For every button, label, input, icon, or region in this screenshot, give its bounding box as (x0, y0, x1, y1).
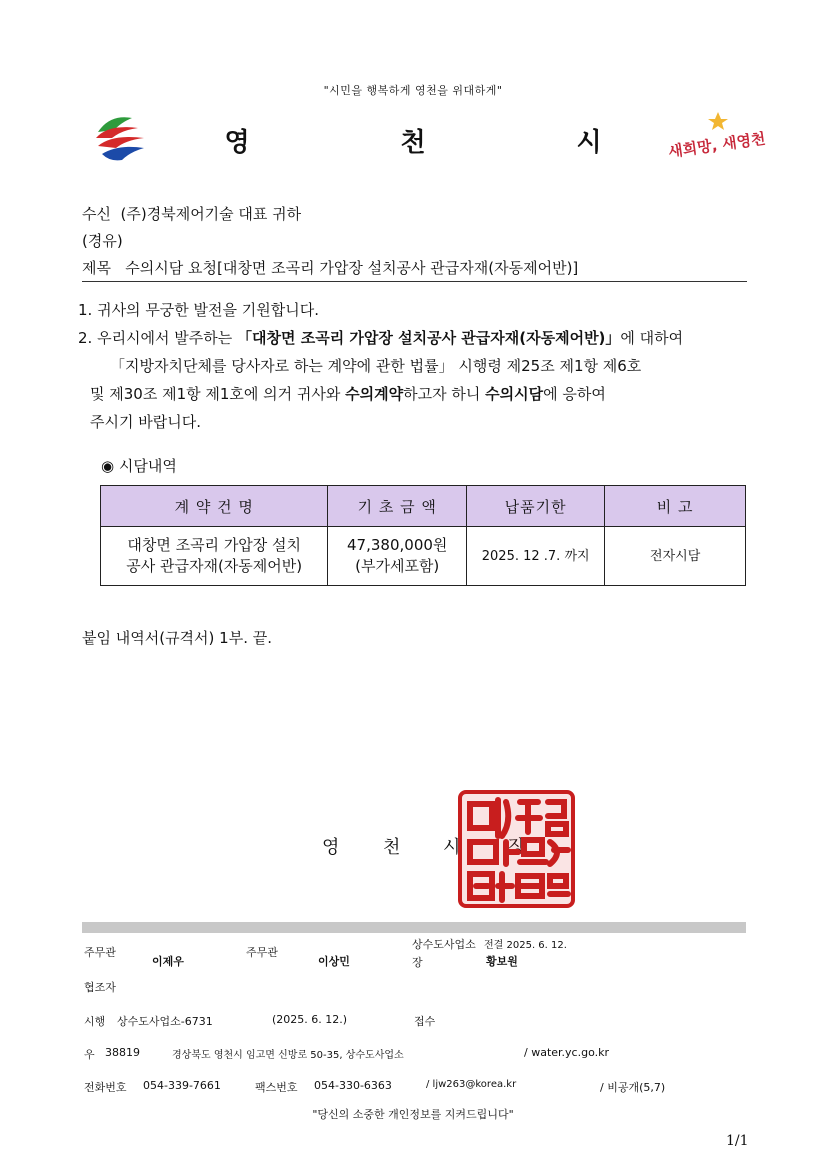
approval-note: 전결 2025. 6. 12. (484, 940, 567, 951)
attachment-line: 붙임 내역서(규격서) 1부. 끝. (82, 629, 272, 647)
mayor-char: 영 (322, 837, 340, 858)
base-amount-cell: 47,380,000원 (부가세포함) (328, 527, 467, 586)
city-title-char: 천 (400, 128, 426, 158)
receipt-label: 접수 (414, 1015, 436, 1028)
body-item-2: 2. 우리시에서 발주하는 「대창면 조곡리 가압장 설치공사 관급자재(자동제어반)」에 대하여 (78, 329, 684, 347)
table-header: 비 고 (605, 486, 746, 527)
body-item-1: 1. 귀사의 무궁한 발전을 기원합니다. (78, 301, 320, 319)
table-header-row (101, 486, 746, 527)
city-title-char: 영 (224, 128, 250, 158)
enforcement-label: 시행 (84, 1015, 106, 1028)
approver-3-role: 상수도사업소 (412, 938, 476, 951)
postal-label: 우 (84, 1048, 95, 1061)
email-link[interactable]: / ljw263@korea.kr (426, 1079, 517, 1090)
phone-label: 전화번호 (84, 1081, 127, 1094)
brand-slogan-text: 새희망, 새영천 (667, 129, 767, 161)
address: 경상북도 영천시 임고면 신방로 50-35, 상수도사업소 (172, 1050, 404, 1061)
recipient-value: (주)경북제어기술 대표 귀하 (120, 205, 302, 223)
official-seal-stamp (458, 790, 575, 908)
approver-1-name: 이제우 (152, 955, 184, 968)
website-link[interactable]: / water.yc.go.kr (524, 1046, 609, 1059)
body-item-2-line-2: 「지방자치단체를 당사자로 하는 계약에 관한 법률」 시행령 제25조 제1항 제6호 (110, 357, 642, 375)
enforcement-number: 상수도사업소-6731 (117, 1015, 213, 1028)
recipient-line (82, 203, 301, 224)
table-header: 기 초 금 액 (328, 486, 467, 527)
footer-divider-bar (82, 922, 746, 933)
delivery-deadline-cell: 2025. 12 .7. 까지 (467, 527, 605, 586)
mayor-char: 천 (383, 837, 401, 858)
mayor-char: 시 (443, 837, 461, 858)
body-item-2-line-4: 주시기 바랍니다. (90, 413, 201, 431)
approver-2-role: 주무관 (246, 946, 278, 959)
slogan: "시민을 행복하게 영천을 위대하게" (323, 84, 503, 97)
contract-name-cell: 대창면 조곡리 가압장 설치 공사 관급자재(자동제어반) (101, 527, 328, 586)
enforcement-date: (2025. 6. 12.) (272, 1013, 348, 1026)
subject-line (82, 257, 578, 278)
approver-2-name: 이상민 (318, 955, 350, 968)
disclosure-status: / 비공개(5,7) (600, 1081, 666, 1094)
table-header: 계 약 건 명 (101, 486, 328, 527)
letter-body (78, 296, 750, 436)
table-row (101, 527, 746, 586)
subject-value: 수의시담 요청[대창면 조곡리 가압장 설치공사 관급자재(자동제어반)] (125, 259, 579, 277)
recipient-label: 수신 (82, 205, 111, 223)
quote-table (100, 485, 746, 586)
city-title-char: 시 (576, 128, 602, 158)
approver-1-role: 주무관 (84, 946, 116, 959)
subject-label: 제목 (82, 259, 111, 277)
privacy-slogan: "당신의 소중한 개인정보를 지켜드립니다" (312, 1108, 514, 1121)
section-heading-quote-details: ◉ 시담내역 (101, 457, 177, 475)
body-item-2-line-3: 및 제30조 제1항 제1호에 의거 귀사와 수의계약하고자 하니 수의시담에 응하여 (90, 385, 606, 403)
approver-3-role-suffix: 장 (412, 956, 423, 969)
table-header: 납품기한 (467, 486, 605, 527)
approver-3-name: 황보원 (486, 955, 518, 968)
remarks-cell: 전자시담 (605, 527, 746, 586)
postal-code: 38819 (105, 1046, 140, 1059)
header-divider (82, 281, 747, 282)
phone-number: 054-339-7661 (143, 1079, 221, 1092)
page-number: 1/1 (726, 1133, 749, 1149)
via-line: (경유) (82, 232, 123, 250)
cooperator-label: 협조자 (84, 981, 116, 994)
fax-label: 팩스번호 (255, 1081, 298, 1094)
fax-number: 054-330-6363 (314, 1079, 392, 1092)
brand-slogan-logo (664, 110, 767, 162)
